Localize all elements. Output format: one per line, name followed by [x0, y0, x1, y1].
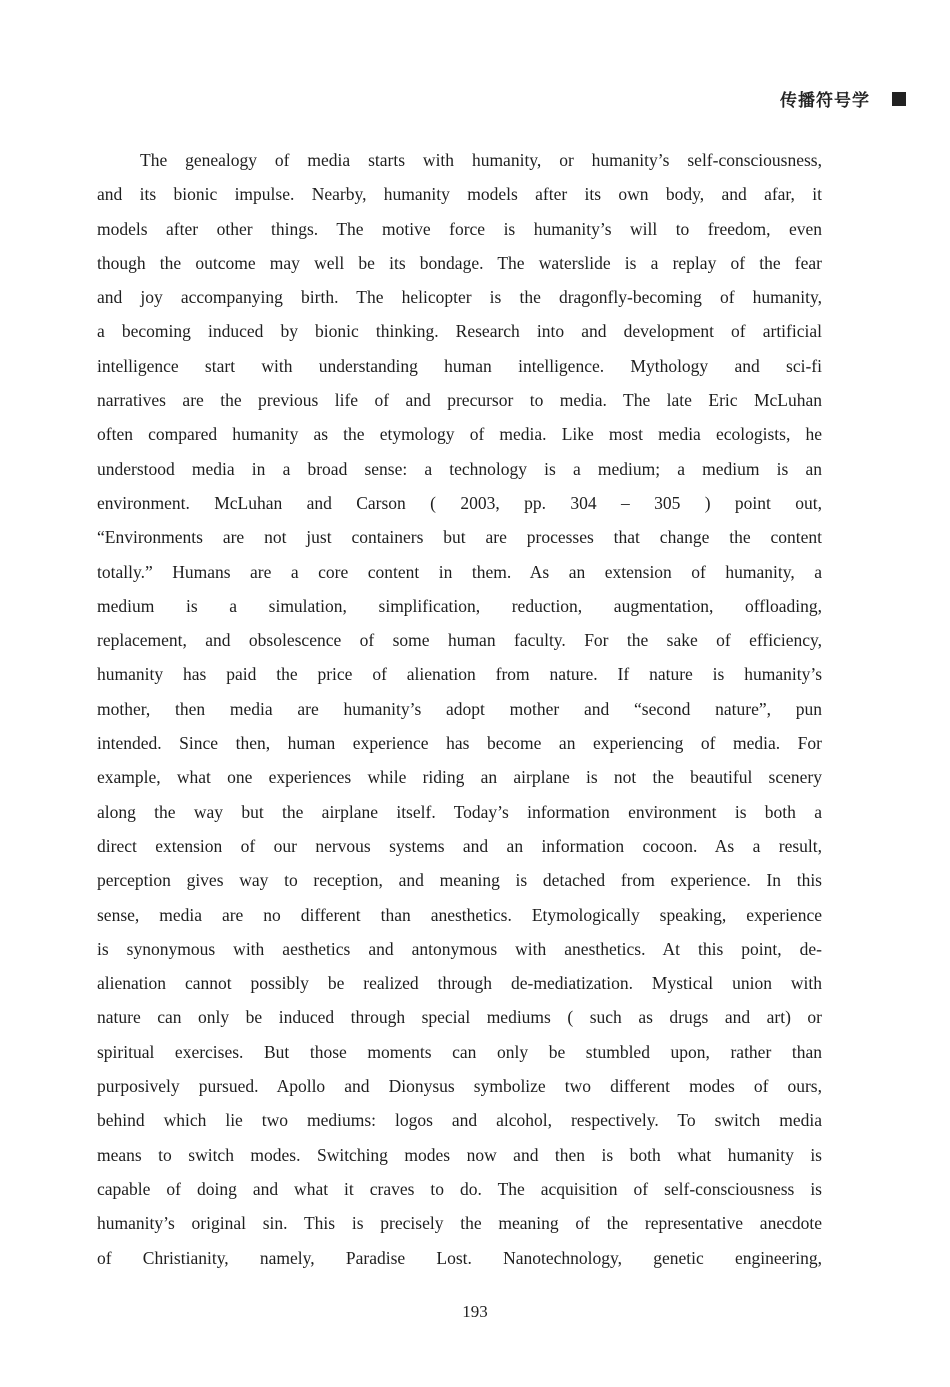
text-line: models after other things. The motive force is humanity’s will to freedom, even: [97, 218, 822, 239]
text-line: medium is a simulation, simplification, reduction, augmentation, offloading,: [97, 595, 822, 616]
body-paragraph: [97, 146, 822, 1278]
text-line: capable of doing and what it craves to do. The acquisition of self-consciousness is: [97, 1178, 822, 1199]
text-line: often compared humanity as the etymology of media. Like most media ecologists, he: [97, 424, 822, 445]
text-line: of Christianity, namely, Paradise Lost. Nanotechnology, genetic engineering,: [97, 1247, 822, 1268]
text-line: sense, media are no different than anesthetics. Etymologically speaking, experience: [97, 904, 822, 925]
journal-name: 传播符号学: [780, 91, 870, 111]
text-line: perception gives way to reception, and meaning is detached from experience. In this: [97, 870, 822, 891]
text-line: humanity’s original sin. This is precisely the meaning of the representative anecdote: [97, 1213, 822, 1234]
text-line: alienation cannot possibly be realized through de-mediatization. Mystical union with: [97, 973, 822, 994]
text-line: behind which lie two mediums: logos and alcohol, respectively. To switch media: [97, 1110, 822, 1131]
text-line: is synonymous with aesthetics and antonymous with anesthetics. At this point, de-: [97, 938, 822, 959]
text-line: replacement, and obsolescence of some human faculty. For the sake of efficiency,: [97, 630, 822, 651]
text-line: narratives are the previous life of and precursor to media. The late Eric McLuhan: [97, 390, 822, 411]
text-line: and its bionic impulse. Nearby, humanity models after its own body, and afar, it: [97, 184, 822, 205]
text-line: and joy accompanying birth. The helicopter is the dragonfly-becoming of humanity,: [97, 287, 822, 308]
text-line: intelligence start with understanding human intelligence. Mythology and sci-fi: [97, 355, 822, 376]
text-line: The genealogy of media starts with humanity, or humanity’s self-consciousness,: [140, 150, 822, 170]
text-line: intended. Since then, human experience has become an experiencing of media. For: [97, 733, 822, 754]
text-line: direct extension of our nervous systems and an information cocoon. As a result,: [97, 835, 822, 856]
text-line: nature can only be induced through special mediums ( such as drugs and art) or: [97, 1007, 822, 1028]
text-line: along the way but the airplane itself. Today’s information environment is both a: [97, 801, 822, 822]
text-line: spiritual exercises. But those moments can only be stumbled upon, rather than: [97, 1041, 822, 1062]
text-line: example, what one experiences while riding an airplane is not the beautiful scenery: [97, 767, 822, 788]
text-line: mother, then media are humanity’s adopt mother and “second nature”, pun: [97, 698, 822, 719]
running-head: [780, 86, 906, 111]
text-line: totally.” Humans are a core content in them. As an extension of humanity, a: [97, 561, 822, 582]
page-number: 193: [462, 1302, 488, 1321]
text-line: understood media in a broad sense: a technology is a medium; a medium is an: [97, 458, 822, 479]
text-line: though the outcome may well be its bondage. The waterslide is a replay of the fear: [97, 252, 822, 273]
text-line: purposively pursued. Apollo and Dionysus symbolize two different modes of ours,: [97, 1076, 822, 1097]
text-line: means to switch modes. Switching modes now and then is both what humanity is: [97, 1144, 822, 1165]
text-line: “Environments are not just containers but are processes that change the content: [97, 527, 822, 548]
header-square-mark: [892, 92, 906, 106]
text-line: a becoming induced by bionic thinking. Research into and development of artificial: [97, 321, 822, 342]
text-line: humanity has paid the price of alienation from nature. If nature is humanity’s: [97, 664, 822, 685]
text-line: environment. McLuhan and Carson ( 2003, pp. 304 – 305 ) point out,: [97, 492, 822, 513]
